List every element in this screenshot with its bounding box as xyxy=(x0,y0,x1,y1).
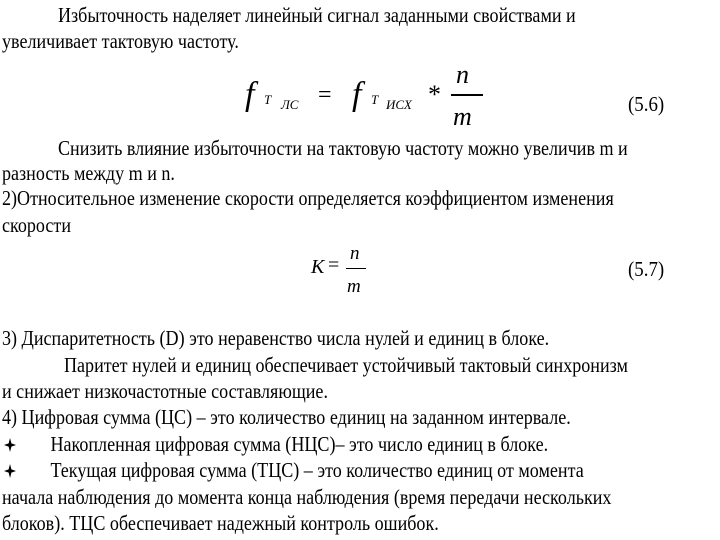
list-item-text: Накопленная цифровая сумма (НЦС)– это число единиц в блоке. xyxy=(50,432,549,456)
eq-denominator: m xyxy=(453,102,472,131)
eq-sub: Т xyxy=(371,92,379,107)
eq-sub: ИСХ xyxy=(386,97,412,112)
fraction-bar xyxy=(451,94,483,96)
text-line: 4) Цифровая сумма (ЦС) – это количество единиц на заданном интервале. xyxy=(2,405,571,429)
eq-equals: = xyxy=(318,82,332,108)
text-line: и снижает низкочастотные составляющие. xyxy=(2,379,328,403)
diamond-bullet-icon xyxy=(4,464,16,478)
eq-sub: ЛС xyxy=(281,97,299,112)
eq-denominator: m xyxy=(347,276,361,297)
eq-sub: Т xyxy=(264,92,272,107)
eq-times: * xyxy=(428,80,441,109)
eq-numerator: n xyxy=(456,60,469,89)
equation-number: (5.6) xyxy=(628,92,665,116)
list-item xyxy=(4,457,584,483)
text-line: Паритет нулей и единиц обеспечивает устойчивый тактовый синхронизм xyxy=(64,353,628,377)
text-line: Снизить влияние избыточности на тактовую частоту можно увеличив m и xyxy=(58,136,628,160)
text-line: начала наблюдения до момента конца наблюдения (время передачи нескольких xyxy=(2,485,612,509)
text-line: скорости xyxy=(2,213,71,237)
list-item-text: Текущая цифровая сумма (ТЦС) – это количество единиц от момента xyxy=(50,458,584,482)
eq-numerator: n xyxy=(350,243,360,264)
text-line: увеличивает тактовую частоту. xyxy=(2,29,239,53)
eq-f-rhs: f xyxy=(352,76,362,113)
text-line: 3) Диспаритетность (D) это неравенство числа нулей и единиц в блоке. xyxy=(2,326,550,350)
text-line: блоков). ТЦС обеспечивает надежный контроль ошибок. xyxy=(2,511,439,535)
eq-f-lhs: f xyxy=(245,76,255,113)
eq-equals: = xyxy=(328,254,340,276)
text-line: Избыточность наделяет линейный сигнал заданными свойствами и xyxy=(58,3,576,27)
fraction-bar xyxy=(346,268,366,269)
text-line: 2)Относительное изменение скорости определяется коэффициентом изменения xyxy=(2,186,614,210)
list-item xyxy=(4,431,548,457)
equation-number: (5.7) xyxy=(628,257,665,281)
eq-k: K xyxy=(311,256,325,278)
text-line: разность между m и n. xyxy=(2,161,175,185)
diamond-bullet-icon xyxy=(4,438,16,452)
